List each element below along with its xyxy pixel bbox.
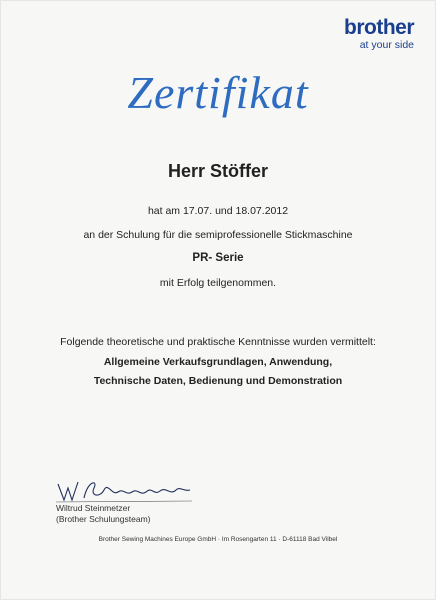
knowledge-intro: Folgende theoretische und praktische Kenntnisse wurden vermittelt:: [60, 336, 376, 348]
knowledge-line-2: Technische Daten, Bedienung und Demonstration: [93, 375, 343, 387]
brother-logo: [344, 18, 414, 51]
recipient-name: Herr Stöffer: [167, 161, 269, 181]
logo-wordmark: brother: [344, 16, 414, 39]
date-line: hat am 17.07. und 18.07.2012: [147, 205, 289, 217]
course-line: an der Schulung für die semiprofessionelle Stickmaschine: [83, 229, 353, 241]
signer-role: (Brother Schulungsteam): [56, 514, 151, 524]
signer-name: Wiltrud Steinmetzer: [56, 503, 131, 513]
certificate-title: Zertifikat: [127, 67, 309, 118]
logo-tagline: at your side: [359, 39, 414, 51]
knowledge-line-1: Allgemeine Verkaufsgrundlagen, Anwendung,: [103, 356, 333, 368]
series-name: PR- Serie: [192, 252, 244, 264]
handwritten-signature: [54, 474, 194, 504]
completion-line: mit Erfolg teilgenommen.: [159, 277, 277, 289]
company-address: Brother Sewing Machines Europe GmbH · Im Rosengarten 11 · D-61118 Bad Vilbel: [98, 536, 338, 543]
